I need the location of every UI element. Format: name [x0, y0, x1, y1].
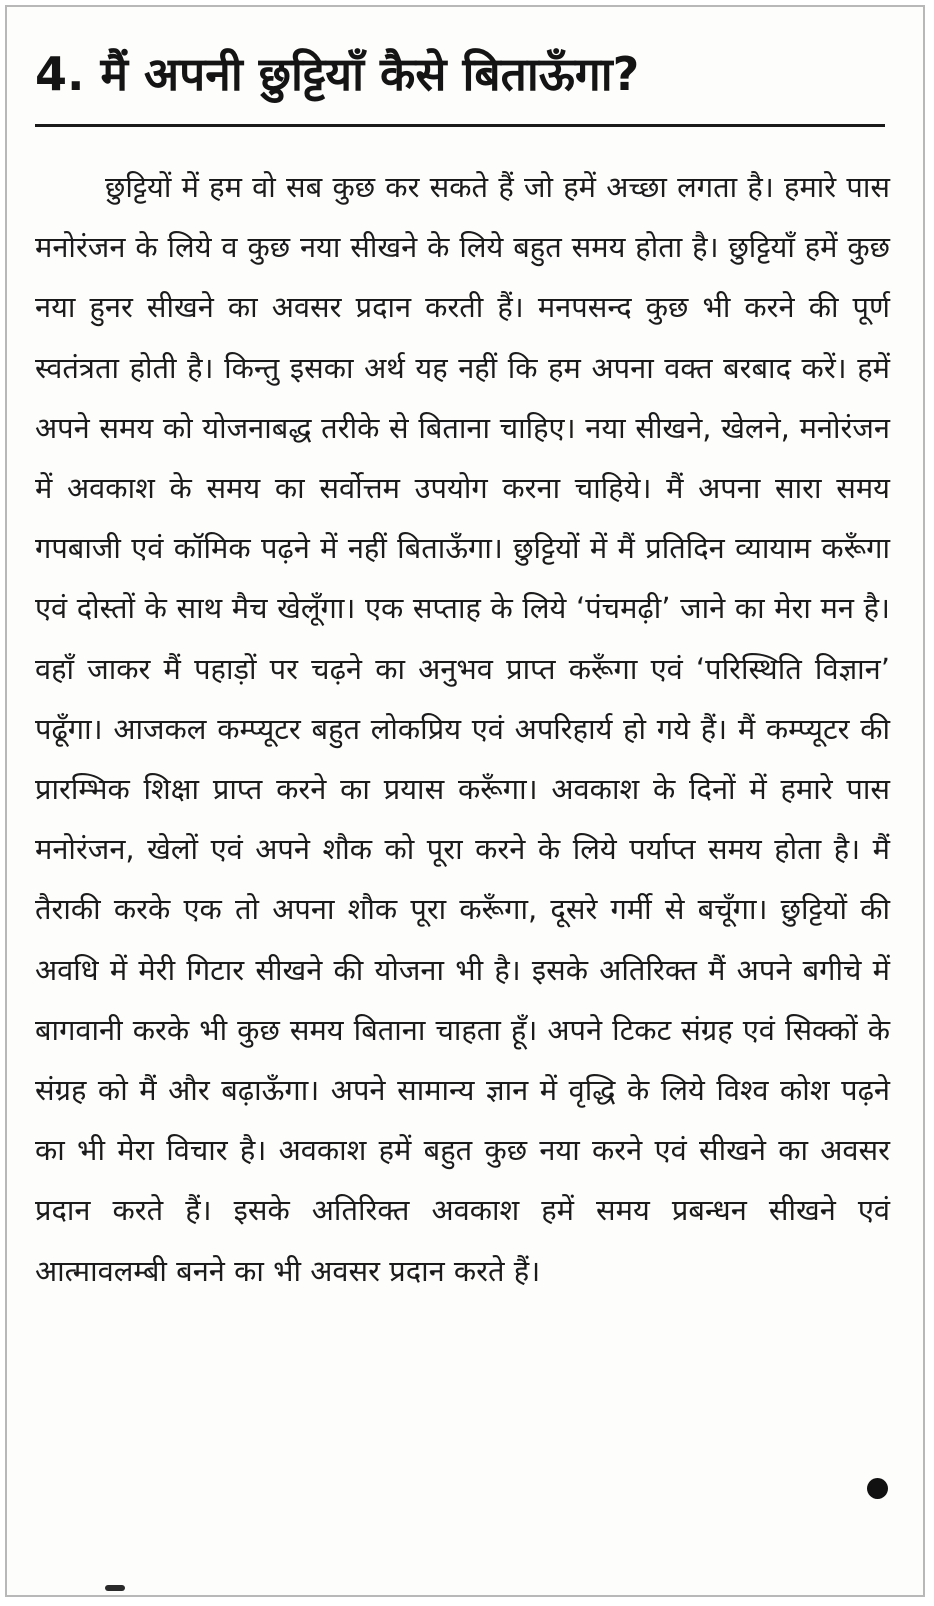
title-underline [35, 124, 885, 127]
essay-title: 4. मैं अपनी छुट्टियाँ कैसे बिताऊँगा? [35, 47, 640, 101]
essay-page [5, 5, 925, 1597]
bottom-edge-mark [105, 1585, 125, 1591]
essay-paragraph: छुट्टियों में हम वो सब कुछ कर सकते हैं जो हमें अच्छा लगता है। हमारे पास मनोरंजन के लिये व कुछ नया सीखने के लिये बहुत समय होता है। छुट्टियाँ हमें कुछ नया हुनर सीखने का अवसर प्रदान करती हैं। मनपसन्द कुछ भी करने की पूर्ण स्वतंत्रता होती है। किन्तु इसका अर्थ यह नहीं कि हम अपना वक्त बरबाद करें। हमें अपने समय को योजनाबद्ध तरीके से बिताना चाहिए। नया सीखने, खेलने, मनोरंजन में अवकाश के समय का सर्वोत्तम उपयोग करना चाहिये। मैं अपना सारा समय गपबाजी एवं कॉमिक पढ़ने में नहीं बिताऊँगा। छुट्टियों में मैं प्रतिदिन व्यायाम करूँगा एवं दोस्तों के साथ मैच खेलूँगा। एक सप्ताह के लिये ‘पंचमढ़ी’ जाने का मेरा मन है। वहाँ जाकर मैं पहाड़ों पर चढ़ने का अनुभव प्राप्त करूँगा एवं ‘परिस्थिति विज्ञान’ पढूँगा। आजकल कम्प्यूटर बहुत लोकप्रिय एवं अपरिहार्य हो गये हैं। मैं कम्प्यूटर की प्रारम्भिक शिक्षा प्राप्त करने का प्रयास करूँगा। अवकाश के दिनों में हमारे पास मनोरंजन, खेलों एवं अपने शौक को पूरा करने के लिये पर्याप्त समय होता है। मैं तैराकी करके एक तो अपना शौक पूरा करूँगा, दूसरे गर्मी से बचूँगा। छुट्टियों की अवधि में मेरी गिटार सीखने की योजना भी है। इसके अतिरिक्त मैं अपने बगीचे में बागवानी करके भी कुछ समय बिताना चाहता हूँ। अपने टिकट संग्रह एवं सिक्कों के संग्रह को मैं और बढ़ाऊँगा। अपने सामान्य ज्ञान में वृद्धि के लिये विश्व कोश पढ़ने का भी मेरा विचार है। अवकाश हमें बहुत कुछ नया करने एवं सीखने का अवसर प्रदान करते हैं। इसके अतिरिक्त अवकाश हमें समय प्रबन्धन सीखने एवं आत्मावलम्बी बनने का भी अवसर प्रदान करते हैं। [35, 170, 890, 1288]
end-bullet-icon [867, 1478, 888, 1499]
